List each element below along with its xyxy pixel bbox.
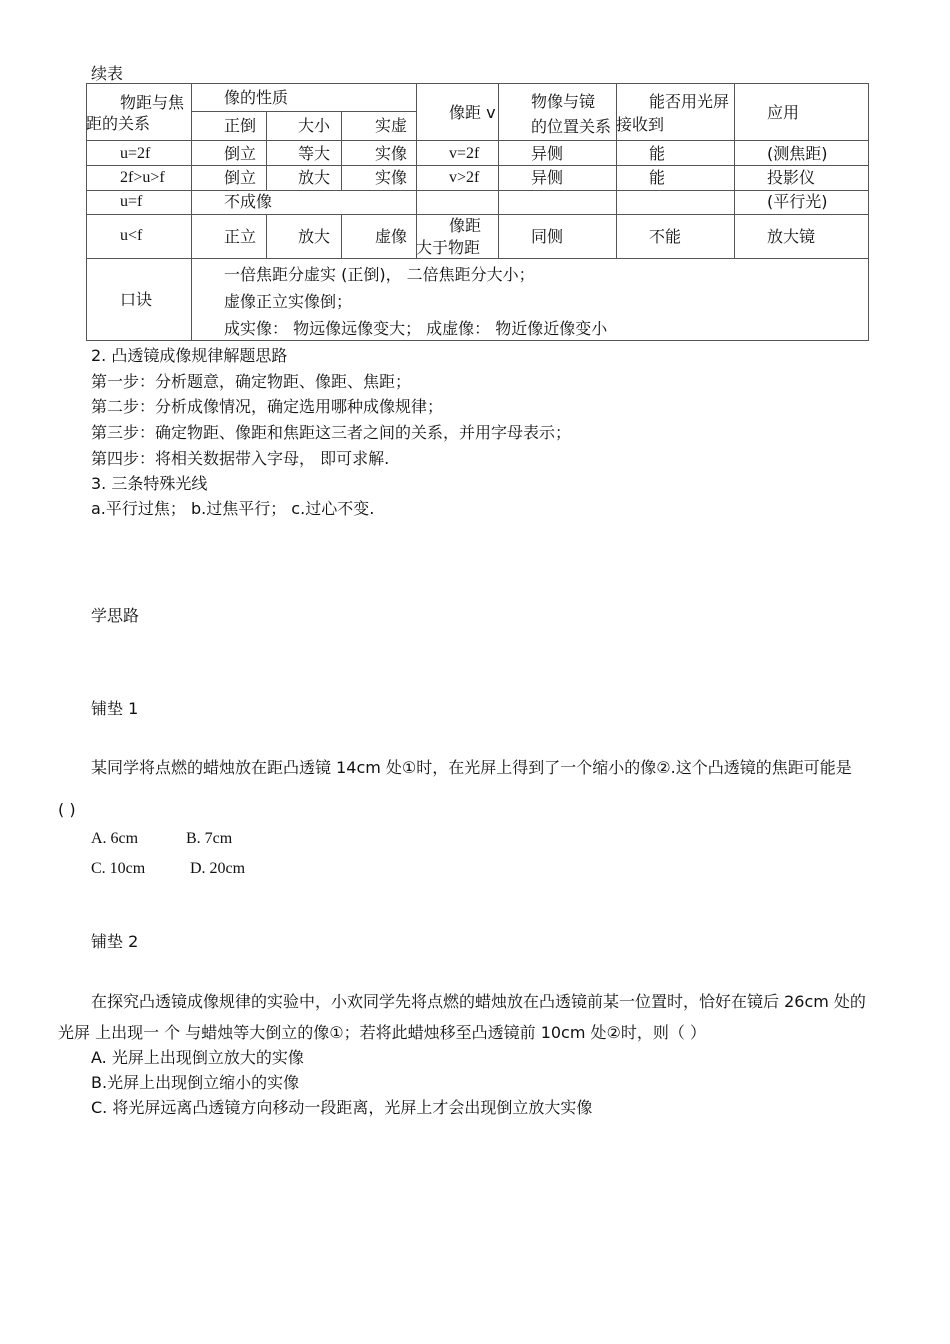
q2-option-b: B.光屏上出现倒立缩小的实像 [91,1073,300,1092]
q2-stem-line1: 在探究凸透镜成像规律的实验中，小欢同学先将点燃的蜡烛放在凸透镜前某一位置时，恰好在镜后 26cm 处的 [91,992,866,1011]
q1-label: 铺垫 1 [91,699,139,718]
q1-option-b: B. 7cm [186,830,233,847]
row1-relation: u=2f [120,145,151,162]
row1-screen: 能 [649,144,666,163]
row1-position: 异侧 [531,144,564,163]
row2-image-distance: v>2f [449,169,480,186]
row2-position: 异侧 [531,168,564,187]
section2-step-4: 第四步：将相关数据带入字母， 即可求解. [91,449,390,468]
row2-size: 放大 [298,168,331,187]
q1-stem-line1: 某同学将点燃的蜡烛放在距凸透镜 14cm 处①时，在光屏上得到了一个缩小的像②.这个凸透镜的焦距可能是 [91,758,852,777]
row4-real-virtual: 虚像 [375,227,408,246]
q2-stem-line2: 光屏 上出现一 个 与蜡烛等大倒立的像①；若将此蜡烛移至凸透镜前 10cm 处②时，则（ ） [58,1023,706,1042]
row4-image-distance-line2: 大于物距 [416,238,481,257]
mnemonic-label: 口诀 [120,290,153,309]
header-application: 应用 [767,103,800,122]
q2-option-c: C. 将光屏远离凸透镜方向移动一段距离，光屏上才会出现倒立放大实像 [91,1098,593,1117]
row4-orientation: 正立 [224,227,257,246]
mnemonic-line-2: 虚像正立实像倒； [224,292,353,311]
section2-step-1: 第一步：分析题意，确定物距、像距、焦距； [91,372,412,391]
row2-application: 投影仪 [767,168,816,187]
header-position-line2: 的位置关系 [531,117,612,136]
row1-real-virtual: 实像 [375,144,408,163]
section3-content: a.平行过焦； b.过焦平行； c.过心不变. [91,499,375,518]
header-screen-line2: 接收到 [616,115,665,134]
row2-real-virtual: 实像 [375,168,408,187]
header-real-virtual: 实虚 [375,116,408,135]
row2-orientation: 倒立 [224,168,257,187]
q2-label: 铺垫 2 [91,932,139,951]
row2-relation: 2f>u>f [120,169,165,186]
section3-title: 3. 三条特殊光线 [91,474,208,493]
header-position-line1: 物像与镜 [531,92,596,111]
row1-application: (测焦距) [767,144,828,163]
header-relation-line2: 距的关系 [86,114,151,133]
q1-option-a: A. 6cm [91,830,139,847]
study-heading: 学思路 [91,606,140,625]
row2-screen: 能 [649,168,666,187]
row4-size: 放大 [298,227,331,246]
row1-image-distance: v=2f [449,145,480,162]
row4-position: 同侧 [531,227,564,246]
row4-relation: u<f [120,227,143,244]
section2-step-3: 第三步：确定物距、像距和焦距这三者之间的关系，并用字母表示； [91,423,572,442]
row4-image-distance-line1: 像距 [449,216,482,235]
row4-screen: 不能 [649,227,682,246]
header-size: 大小 [298,116,331,135]
q1-stem-line2: ( ) [58,800,76,819]
q2-option-a: A. 光屏上出现倒立放大的实像 [91,1048,304,1067]
q1-option-c: C. 10cm [91,860,146,877]
row3-application: (平行光) [767,192,828,211]
row3-relation: u=f [120,193,143,210]
mnemonic-line-3: 成实像： 物远像远像变大； 成虚像： 物近像近像变小 [224,319,608,338]
mnemonic-line-1: 一倍焦距分虚实 (正倒)， 二倍焦距分大小； [224,265,535,284]
row1-size: 等大 [298,144,331,163]
header-nature: 像的性质 [224,88,289,107]
imaging-rules-table [86,83,869,341]
section2-step-2: 第二步：分析成像情况，确定选用哪种成像规律； [91,397,444,416]
section2-title: 2. 凸透镜成像规律解题思路 [91,346,288,365]
header-image-distance: 像距 v [449,103,496,122]
row1-orientation: 倒立 [224,144,257,163]
header-relation-line1: 物距与焦 [120,93,185,112]
header-screen-line1: 能否用光屏 [649,92,730,111]
row4-application: 放大镜 [767,227,816,246]
header-orientation: 正倒 [224,116,257,135]
row3-nature: 不成像 [224,192,273,211]
table-caption: 续表 [91,64,124,83]
q1-option-d: D. 20cm [190,860,246,877]
